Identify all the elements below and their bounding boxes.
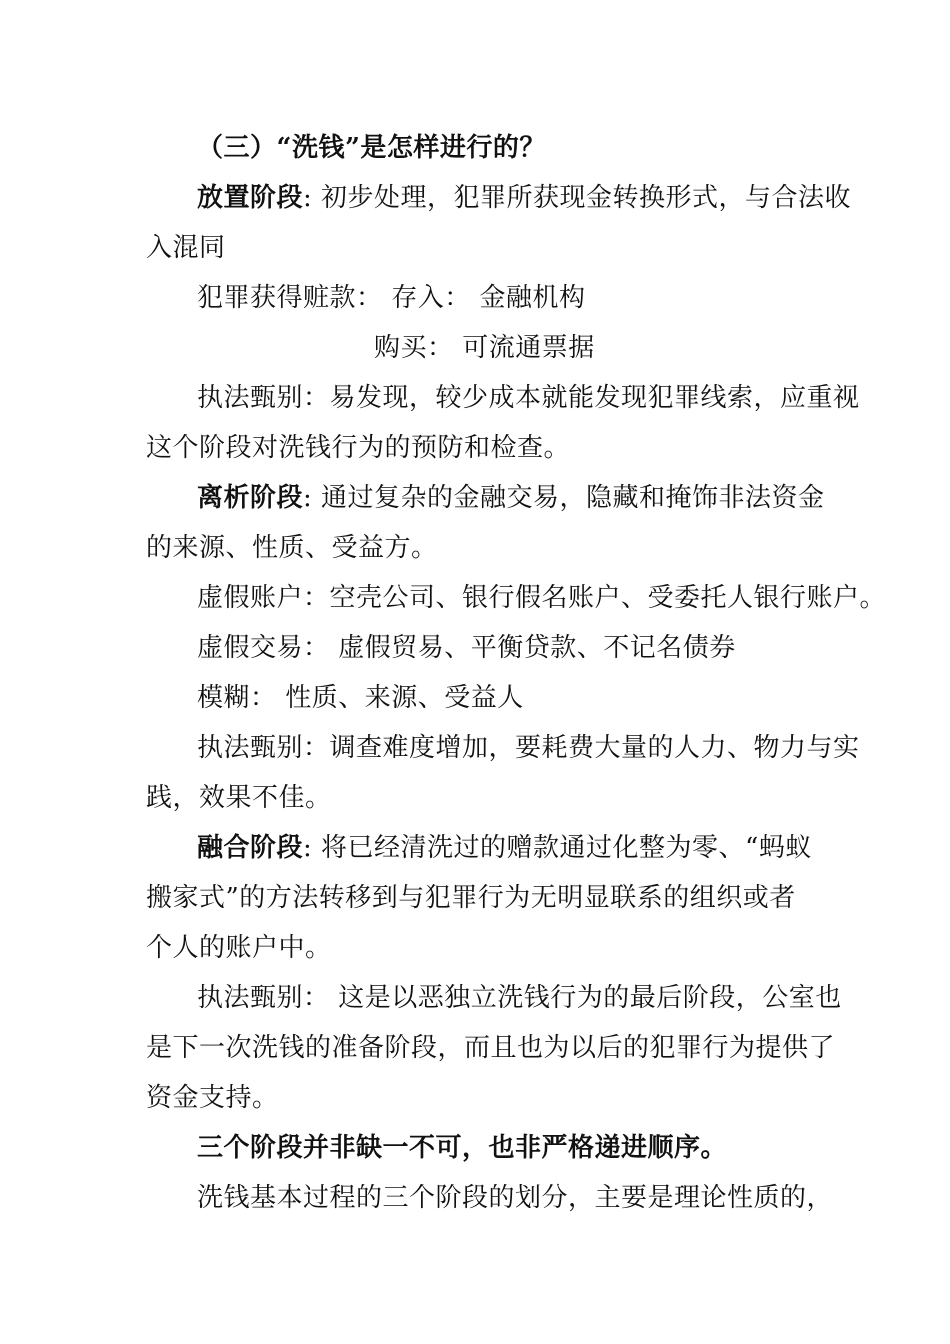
conclusion-text: 洗钱基本过程的三个阶段的划分，主要是理论性质的， xyxy=(197,1183,834,1213)
placement-line-1 xyxy=(197,183,877,213)
placement-enforce-2: 这个阶段对洗钱行为的预防和检查。 xyxy=(146,433,571,463)
integration-line-2: 搬家式”的方法转移到与犯罪行为无明显联系的组织或者 xyxy=(146,883,796,913)
integration-enforce-2: 是下一次洗钱的准备阶段，而且也为以后的犯罪行为提供了 xyxy=(146,1033,836,1063)
placement-deposit: 犯罪获得赃款： 存入： 金融机构 xyxy=(197,283,586,313)
layering-title: 离析阶段 xyxy=(197,483,304,513)
section-heading: （三）“洗钱”是怎样进行的？ xyxy=(197,133,546,163)
placement-enforce-1: 执法甄别：易发现，较少成本就能发现犯罪线索，应重视 xyxy=(197,383,860,413)
layering-fake-accounts: 虚假账户：空壳公司、银行假名账户、受委托人银行账户。 xyxy=(197,583,887,613)
layering-enforce-2: 践，效果不佳。 xyxy=(146,783,332,813)
placement-title: 放置阶段 xyxy=(197,183,304,213)
layering-line-1 xyxy=(197,483,877,513)
integration-title: 融合阶段 xyxy=(197,833,304,863)
integration-text: : 将已经清洗过的赠款通过化整为零、“蚂蚁 xyxy=(303,833,812,863)
integration-line-3: 个人的账户中。 xyxy=(146,933,332,963)
layering-enforce-1: 执法甄别：调查难度增加，要耗费大量的人力、物力与实 xyxy=(197,733,860,763)
integration-line-1 xyxy=(197,833,877,863)
layering-fake-trades: 虚假交易： 虚假贸易、平衡贷款、不记名债券 xyxy=(197,633,736,663)
layering-line-2: 的来源、性质、受益方。 xyxy=(146,533,438,563)
placement-text: : 初步处理，犯罪所获现金转换形式，与合法收 xyxy=(303,183,852,213)
conclusion-bold: 三个阶段并非缺一不可，也非严格递进顺序。 xyxy=(197,1133,728,1163)
integration-enforce-1: 执法甄别： 这是以恶独立洗钱行为的最后阶段，公室也 xyxy=(197,983,842,1013)
layering-text: : 通过复杂的金融交易，隐藏和掩饰非法资金 xyxy=(303,483,825,513)
integration-enforce-3: 资金支持。 xyxy=(146,1083,279,1113)
placement-purchase: 购买： 可流通票据 xyxy=(374,333,595,363)
placement-line-2: 入混同 xyxy=(146,233,226,263)
layering-blur: 模糊： 性质、来源、受益人 xyxy=(197,683,524,713)
